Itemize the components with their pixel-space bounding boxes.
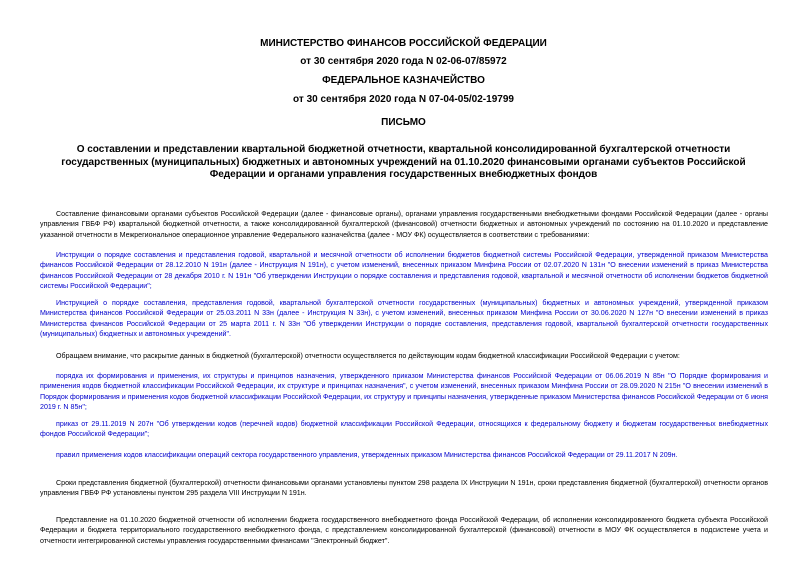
paragraph-submission: Представление на 01.10.2020 бюджетной отчетности об исполнении бюджета государственного внебюджетного фонда Российской Федерации, об исполнении консолидированного бюджета субъекта Российской Федерации и бюджета территориального государственного внебюджетного фонда, с представлением консолидированной бухгалтерской (финансовой) отчетности в МОУ ФК осуществляется в подсистеме учета и отчетности интегрированной системы управления государственными финансами "Электронный бюджет". — [40, 516, 768, 545]
header-treasury-date: от 30 сентября 2020 года N 07-04-05/02-19799 — [293, 94, 514, 105]
paragraph-order-85n[interactable]: порядка их формирования и применения, их структуры и принципов назначения, утвержденного приказом Министерства финансов Российской Федерации от 06.06.2019 N 85н "О Порядке формирования и применения кодов бюджетной классификации Российской Федерации, их структуре и принципах назначения", с учетом изменений, внесенных приказом Минфина России от 28.09.2020 N 215н "О внесении изменений в Порядок формирования и применения кодов бюджетной классификации Российской Федерации, их структуру и принципы назначения, утвержденные приказом Министерства финансов Российской Федерации от 6 июня 2019 г. N 85н"; — [40, 372, 768, 412]
paragraph-attention: Обращаем внимание, что раскрытие данных в бюджетной (бухгалтерской) отчетности осуществляется по действующим кодам бюджетной классификации Российской Федерации с учетом: — [56, 352, 680, 360]
paragraph-instruction-33n[interactable]: Инструкцией о порядке составления, представления годовой, квартальной бухгалтерской отчетности государственных (муниципальных) бюджетных и автономных учреждений, утвержденной приказом Министерства финансов Российской Федерации от 25.03.2011 N 33н (далее - Инструкция N 33н), с учетом изменений, внесенных приказом Минфина России от 30.06.2020 N 127н "О внесении изменений в приказ Министерства финансов Российской Федерации от 25 марта 2011 г. N 33н "Об утверждении Инструкции о порядке составления, представления годовой, квартальной бухгалтерской отчетности государственных (муниципальных) бюджетных и автономных учреждений". — [40, 299, 768, 339]
paragraph-instruction-191n[interactable]: Инструкции о порядке составления и представления годовой, квартальной и месячной отчетности об исполнении бюджетов бюджетной системы Российской Федерации, утвержденной приказом Министерства финансов Российской Федерации от 28.12.2010 N 191н (далее - Инструкция N 191н), с учетом изменений, внесенных приказом Минфина России от 02.07.2020 N 131н "О внесении изменений в приказ Министерства финансов Российской Федерации от 28 декабря 2010 г. N 191н "Об утверждении Инструкции о порядке составления и представления годовой, квартальной и месячной отчетности об исполнении бюджетов бюджетной системы Российской Федерации"; — [40, 251, 768, 291]
paragraph-deadlines: Сроки представления бюджетной (бухгалтерской) отчетности финансовыми органами установлены пунктом 298 раздела IX Инструкции N 191н, сроки представления бюджетной (бухгалтерской) отчетности органов управления ГВБФ РФ установлены пунктом 295 раздела VIII Инструкции N 191н. — [40, 479, 768, 498]
header-ministry: МИНИСТЕРСТВО ФИНАНСОВ РОССИЙСКОЙ ФЕДЕРАЦИИ — [260, 38, 547, 49]
paragraph-rules-209n[interactable]: правил применения кодов классификации операций сектора государственного управления, утвержденных приказом Министерства финансов Российской Федерации от 29.11.2017 N 209н. — [56, 451, 678, 459]
header-treasury: ФЕДЕРАЛЬНОЕ КАЗНАЧЕЙСТВО — [322, 75, 485, 86]
paragraph-intro: Составление финансовыми органами субъектов Российской Федерации (далее - финансовые органы), органами управления государственными внебюджетными фондами Российской Федерации (далее - органы управления ГВБФ РФ) квартальной бюджетной отчетности, а также консолидированной бухгалтерской (финансовой) отчетности бюджетных и автономных учреждений по состоянию на 01.10.2020 и представление указанной отчетности в Межрегиональное операционное управление Федерального казначейства (далее - МОУ ФК) осуществляется в соответствии с требованиями: — [40, 210, 768, 239]
header-ministry-date: от 30 сентября 2020 года N 02-06-07/85972 — [300, 56, 507, 67]
paragraph-order-207n[interactable]: приказ от 29.11.2019 N 207н "Об утверждении кодов (перечней кодов) бюджетной классификации Российской Федерации, относящихся к федеральному бюджету и бюджетам государственных внебюджетных фондов Российской Федерации"; — [40, 420, 768, 439]
document-title: О составлении и представлении квартальной бюджетной отчетности, квартальной консолидированной бухгалтерской отчетности государственных (муниципальных) бюджетных и автономных учреждений на 01.10.2020 финансовыми органами субъектов Российской Федерации и органами управления государственных внебюджетных фондов — [61, 144, 746, 180]
document-type: ПИСЬМО — [381, 117, 426, 128]
